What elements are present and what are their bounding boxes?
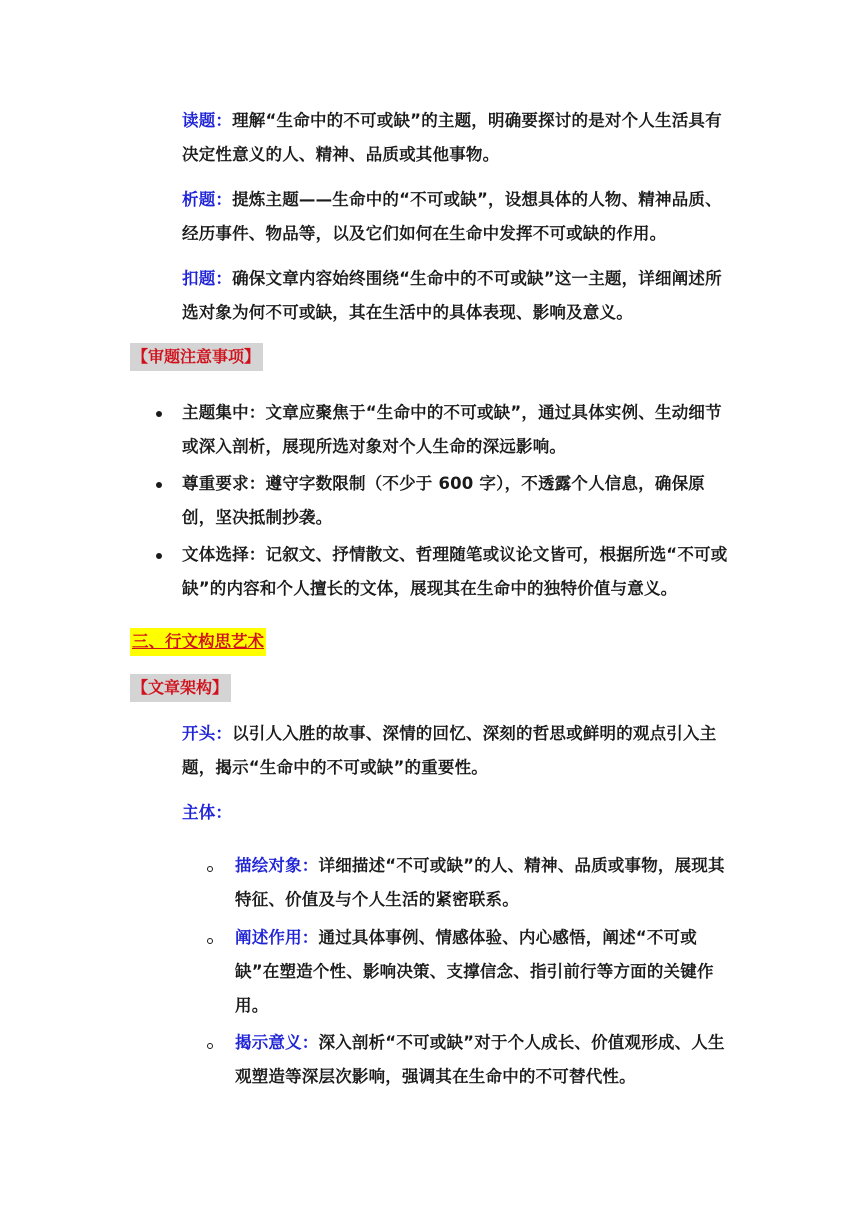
note-item: 文体选择：记叙文、抒情散文、哲理随笔或议论文皆可，根据所选“不可或缺”的内容和个人擅长的文体，展现其在生命中的独特价值与意义。 xyxy=(182,545,728,598)
bullet-dot-icon xyxy=(156,482,162,488)
opening-paragraph xyxy=(182,717,734,785)
body-item-label: 描绘对象： xyxy=(235,856,319,875)
body-label: 主体： xyxy=(182,803,233,822)
structure-heading: 【文章架构】 xyxy=(130,674,231,702)
focus-paragraph xyxy=(182,262,734,330)
note-item: 尊重要求：遵守字数限制（不少于 600 字），不透露个人信息，确保原创，坚决抵制抄袭。 xyxy=(182,474,705,527)
analysis-paragraph xyxy=(182,183,734,251)
focus-label: 扣题： xyxy=(182,269,233,288)
body-item xyxy=(235,1026,735,1094)
note-item: 主题集中：文章应聚焦于“生命中的不可或缺”，通过具体实例、生动细节或深入剖析，展现所选对象对个人生命的深远影响。 xyxy=(182,403,722,456)
body-item xyxy=(235,921,735,1023)
reading-label: 读题： xyxy=(182,111,233,130)
analysis-text: 提炼主题——生命中的“不可或缺”，设想具体的人物、精神品质、经历事件、物品等，以及它们如何在生命中发挥不可或缺的作用。 xyxy=(182,190,722,243)
notes-heading: 【审题注意事项】 xyxy=(130,343,263,371)
body-item-text: 详细描述“不可或缺”的人、精神、品质或事物，展现其特征、价值及与个人生活的紧密联系。 xyxy=(235,856,725,909)
bullet-circle-icon xyxy=(207,938,213,944)
section-heading: 三、行文构思艺术 xyxy=(130,628,266,656)
reading-text: 理解“生命中的不可或缺”的主题，明确要探讨的是对个人生活具有决定性意义的人、精神、品质或其他事物。 xyxy=(182,111,722,164)
bullet-circle-icon xyxy=(207,1043,213,1049)
bullet-dot-icon xyxy=(156,553,162,559)
body-item-label: 揭示意义： xyxy=(235,1033,319,1052)
body-item-text: 通过具体事例、情感体验、内心感悟，阐述“不可或缺”在塑造个性、影响决策、支撑信念、指引前行等方面的关键作用。 xyxy=(235,928,714,1015)
body-item-text: 深入剖析“不可或缺”对于个人成长、价值观形成、人生观塑造等深层次影响，强调其在生命中的不可替代性。 xyxy=(235,1033,725,1086)
analysis-label: 析题： xyxy=(182,190,233,209)
body-item-label: 阐述作用： xyxy=(235,928,319,947)
focus-text: 确保文章内容始终围绕“生命中的不可或缺”这一主题，详细阐述所选对象为何不可或缺，其在生活中的具体表现、影响及意义。 xyxy=(182,269,722,322)
body-label-line xyxy=(182,796,734,830)
opening-label: 开头： xyxy=(182,724,233,743)
bullet-circle-icon xyxy=(207,866,213,872)
reading-paragraph xyxy=(182,104,734,172)
opening-text: 以引人入胜的故事、深情的回忆、深刻的哲思或鲜明的观点引入主题，揭示“生命中的不可或缺”的重要性。 xyxy=(182,724,717,777)
bullet-dot-icon xyxy=(156,411,162,417)
body-item xyxy=(235,849,735,917)
